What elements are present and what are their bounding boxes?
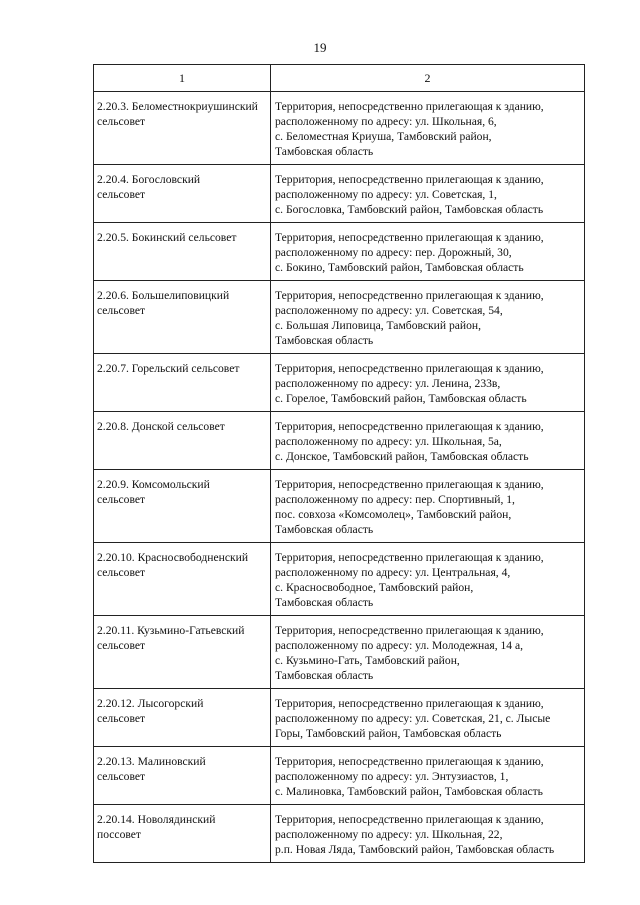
address-line: расположенному по адресу: пер. Дорожный, 30, bbox=[275, 246, 512, 259]
table-row bbox=[94, 543, 585, 616]
address-line: Тамбовская область bbox=[275, 523, 374, 536]
table-row bbox=[94, 470, 585, 543]
municipal-unit-cell bbox=[94, 412, 271, 470]
municipal-unit-cell bbox=[94, 354, 271, 412]
address-line: расположенному по адресу: ул. Школьная, 5а, bbox=[275, 435, 502, 448]
address-line: расположенному по адресу: ул. Советская, 21, с. Лысые bbox=[275, 712, 551, 725]
address-cell bbox=[271, 747, 585, 805]
municipal-unit-line: сельсовет bbox=[97, 493, 146, 506]
municipal-unit-cell bbox=[94, 543, 271, 616]
address-line: Территория, непосредственно прилегающая к зданию, bbox=[275, 100, 544, 113]
address-line: с. Беломестная Криуша, Тамбовский район, bbox=[275, 130, 492, 143]
address-line: с. Большая Липовица, Тамбовский район, bbox=[275, 319, 482, 332]
municipal-unit-line: 2.20.7. Горельский сельсовет bbox=[97, 362, 240, 375]
municipal-unit-line: 2.20.10. Красносвободненский bbox=[97, 551, 249, 564]
municipal-unit-cell bbox=[94, 223, 271, 281]
municipal-unit-cell bbox=[94, 470, 271, 543]
municipal-unit-line: сельсовет bbox=[97, 566, 146, 579]
address-line: Территория, непосредственно прилегающая к зданию, bbox=[275, 697, 544, 710]
municipal-unit-line: 2.20.12. Лысогорский bbox=[97, 697, 204, 710]
municipal-unit-line: поссовет bbox=[97, 828, 141, 841]
table-row bbox=[94, 747, 585, 805]
address-cell bbox=[271, 412, 585, 470]
municipal-unit-line: 2.20.9. Комсомольский bbox=[97, 478, 210, 491]
address-cell bbox=[271, 281, 585, 354]
address-line: с. Богословка, Тамбовский район, Тамбовская область bbox=[275, 203, 544, 216]
address-line: Горы, Тамбовский район, Тамбовская область bbox=[275, 727, 502, 740]
table-row bbox=[94, 281, 585, 354]
address-cell bbox=[271, 354, 585, 412]
address-line: расположенному по адресу: пер. Спортивный, 1, bbox=[275, 493, 515, 506]
municipal-unit-line: сельсовет bbox=[97, 639, 146, 652]
address-line: расположенному по адресу: ул. Ленина, 233в, bbox=[275, 377, 501, 390]
table-row bbox=[94, 412, 585, 470]
address-line: Территория, непосредственно прилегающая к зданию, bbox=[275, 478, 544, 491]
address-line: с. Бокино, Тамбовский район, Тамбовская область bbox=[275, 261, 524, 274]
municipal-unit-line: 2.20.13. Малиновский bbox=[97, 755, 206, 768]
address-line: Территория, непосредственно прилегающая к зданию, bbox=[275, 551, 544, 564]
municipal-unit-line: 2.20.14. Новолядинский bbox=[97, 813, 216, 826]
address-line: расположенному по адресу: ул. Советская, 1, bbox=[275, 188, 497, 201]
address-cell bbox=[271, 805, 585, 863]
address-cell bbox=[271, 543, 585, 616]
address-line: Тамбовская область bbox=[275, 145, 374, 158]
address-line: расположенному по адресу: ул. Энтузиастов, 1, bbox=[275, 770, 509, 783]
address-line: Тамбовская область bbox=[275, 669, 374, 682]
address-cell bbox=[271, 223, 585, 281]
address-cell bbox=[271, 165, 585, 223]
address-line: с. Красносвободное, Тамбовский район, bbox=[275, 581, 474, 594]
column-header-1: 1 bbox=[94, 65, 271, 92]
table-row bbox=[94, 616, 585, 689]
table-row bbox=[94, 689, 585, 747]
address-line: Территория, непосредственно прилегающая к зданию, bbox=[275, 813, 544, 826]
address-line: расположенному по адресу: ул. Центральная, 4, bbox=[275, 566, 511, 579]
address-line: расположенному по адресу: ул. Школьная, 22, bbox=[275, 828, 503, 841]
address-line: Территория, непосредственно прилегающая к зданию, bbox=[275, 231, 544, 244]
address-cell bbox=[271, 470, 585, 543]
address-line: расположенному по адресу: ул. Советская, 54, bbox=[275, 304, 503, 317]
municipal-unit-line: 2.20.5. Бокинский сельсовет bbox=[97, 231, 237, 244]
address-line: с. Горелое, Тамбовский район, Тамбовская область bbox=[275, 392, 527, 405]
municipal-unit-line: сельсовет bbox=[97, 770, 146, 783]
municipal-unit-cell bbox=[94, 805, 271, 863]
municipal-unit-line: 2.20.3. Беломестнокриушинский bbox=[97, 100, 258, 113]
table-body bbox=[94, 92, 585, 863]
table-row bbox=[94, 354, 585, 412]
address-cell bbox=[271, 689, 585, 747]
table-row bbox=[94, 223, 585, 281]
address-line: с. Донское, Тамбовский район, Тамбовская область bbox=[275, 450, 529, 463]
address-line: Территория, непосредственно прилегающая к зданию, bbox=[275, 362, 544, 375]
address-cell bbox=[271, 92, 585, 165]
address-line: Территория, непосредственно прилегающая к зданию, bbox=[275, 173, 544, 186]
table-row bbox=[94, 92, 585, 165]
address-cell bbox=[271, 616, 585, 689]
column-header-2: 2 bbox=[271, 65, 585, 92]
municipal-unit-cell bbox=[94, 165, 271, 223]
municipal-unit-cell bbox=[94, 92, 271, 165]
municipal-unit-line: 2.20.8. Донской сельсовет bbox=[97, 420, 225, 433]
address-line: расположенному по адресу: ул. Молодежная, 14 а, bbox=[275, 639, 524, 652]
municipal-unit-cell bbox=[94, 616, 271, 689]
municipal-unit-cell bbox=[94, 747, 271, 805]
address-line: Территория, непосредственно прилегающая к зданию, bbox=[275, 420, 544, 433]
municipal-unit-line: сельсовет bbox=[97, 115, 146, 128]
address-line: Территория, непосредственно прилегающая к зданию, bbox=[275, 755, 544, 768]
address-line: пос. совхоза «Комсомолец», Тамбовский район, bbox=[275, 508, 512, 521]
address-line: Территория, непосредственно прилегающая к зданию, bbox=[275, 624, 544, 637]
municipal-unit-line: сельсовет bbox=[97, 712, 146, 725]
municipal-unit-line: 2.20.4. Богословский bbox=[97, 173, 201, 186]
municipal-unit-line: 2.20.6. Большелиповицкий bbox=[97, 289, 230, 302]
address-line: с. Малиновка, Тамбовский район, Тамбовская область bbox=[275, 785, 543, 798]
address-line: с. Кузьмино-Гать, Тамбовский район, bbox=[275, 654, 460, 667]
address-line: р.п. Новая Ляда, Тамбовский район, Тамбовская область bbox=[275, 843, 555, 856]
municipal-unit-line: 2.20.11. Кузьмино-Гатьевский bbox=[97, 624, 245, 637]
address-line: расположенному по адресу: ул. Школьная, 6, bbox=[275, 115, 497, 128]
address-line: Тамбовская область bbox=[275, 334, 374, 347]
municipal-unit-line: сельсовет bbox=[97, 188, 146, 201]
locations-table bbox=[93, 64, 585, 863]
municipal-unit-line: сельсовет bbox=[97, 304, 146, 317]
table-row bbox=[94, 805, 585, 863]
municipal-unit-cell bbox=[94, 689, 271, 747]
address-line: Территория, непосредственно прилегающая к зданию, bbox=[275, 289, 544, 302]
table-header-row bbox=[94, 65, 585, 92]
page-number: 19 bbox=[313, 40, 327, 55]
address-line: Тамбовская область bbox=[275, 596, 374, 609]
table-row bbox=[94, 165, 585, 223]
municipal-unit-cell bbox=[94, 281, 271, 354]
